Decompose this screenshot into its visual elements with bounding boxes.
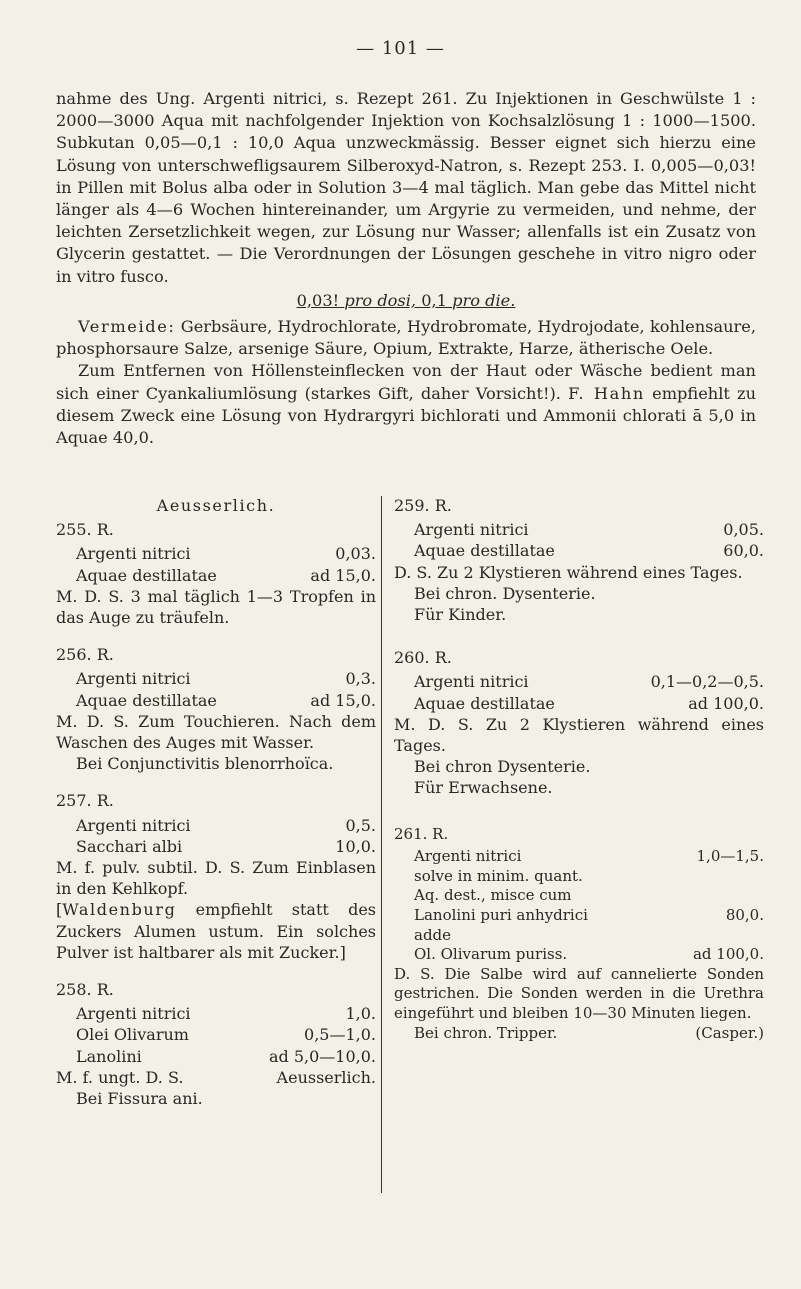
ingredient-row: Argenti nitrici 1,0. (76, 1004, 376, 1024)
recipe-line: solve in minim. quant. (414, 866, 583, 885)
ingredient-row: M. f. ungt. D. S. Aeusserlich. (56, 1067, 376, 1087)
recipe-number: 255. R. (56, 520, 114, 540)
recipe-261 (394, 825, 764, 1044)
recipe-instruction: M. f. pulv. subtil. D. S. Zum Einblasen in den Kehlkopf. (56, 858, 376, 899)
ingredient-row: Aquae destillatae ad 15,0. (76, 690, 376, 710)
column-divider (381, 496, 382, 1193)
recipe-instruction: D. S. Zu 2 Klystieren während eines Tages. (394, 562, 743, 582)
ingredient-row: Argenti nitrici 0,1—0,2—0,5. (414, 672, 764, 692)
recipe-indication: Bei Conjunctivitis blenorrhoïca. (76, 754, 334, 774)
recipe-instruction: D. S. Die Salbe wird auf cannelierte Sonden gestrichen. Die Sonden werden in die Urethra eingeführt und bleiben 10—30 Minuten liegen. (394, 964, 764, 1022)
dose-line (56, 290, 756, 312)
recipe-256 (56, 644, 376, 774)
recipe-line: Aq. dest., misce cum (414, 886, 572, 905)
recipe-instruction: M. D. S. Zu 2 Klystieren während eines Tages. (394, 714, 764, 756)
ingredient-row: Lanolini puri anhydrici 80,0. (414, 906, 764, 925)
left-column (56, 495, 376, 1125)
ingredient-row: Argenti nitrici 0,5. (76, 815, 376, 835)
recipe-number: 257. R. (56, 791, 114, 811)
recipe-260 (394, 647, 764, 798)
recipe-target: Für Kinder. (414, 605, 507, 625)
recipe-255 (56, 519, 376, 628)
recipe-259 (394, 495, 764, 625)
recipe-number: 256. R. (56, 645, 114, 665)
ingredient-row: Lanolini ad 5,0—10,0. (76, 1046, 376, 1066)
author-hahn: F. Hahn (568, 383, 645, 403)
recipe-number: 260. R. (394, 648, 452, 668)
recipe-indication: Bei chron Dysenterie. (414, 757, 591, 777)
ingredient-row: Argenti nitrici 0,3. (76, 669, 376, 689)
ingredient-row: Argenti nitrici 1,0—1,5. (414, 847, 764, 866)
recipe-indication: Bei chron. Dysenterie. (414, 583, 596, 603)
ingredient-row: Argenti nitrici 0,05. (414, 520, 764, 540)
dose-max: 0,03! pro dosi, 0,1 pro die. (296, 290, 516, 310)
ingredient-row: Aquae destillatae ad 15,0. (76, 565, 376, 585)
recipe-number: 259. R. (394, 496, 452, 515)
recipe-line: adde (414, 925, 452, 944)
recipe-indication-row: Bei chron. Tripper. (Casper.) (414, 1023, 764, 1042)
intro-text (56, 88, 756, 449)
citation-casper: (Casper.) (695, 1023, 764, 1042)
vermeide-paragraph: Vermeide: Gerbsäure, Hydrochlorate, Hydrobromate, Hydrojodate, kohlensaure, phosphorsaure Salze, arsenige Säure, Opium, Extrakte, Harze, ätherische Oele. (56, 317, 756, 359)
hoellenstein-paragraph: Zum Entfernen von Höllensteinflecken von der Haut oder Wäsche bedient man sich einer Cyankaliumlösung (starkes Gift, daher Vorsicht!). F. Hahn empfiehlt zu diesem Zweck eine Lösung von Hydrargyri bichlorati und Ammonii chlorati ā 5,0 in Aquae 40,0. (56, 361, 756, 448)
author-waldenburg: Waldenburg (62, 900, 177, 920)
vermeide-label: Vermeide: (78, 317, 176, 337)
ingredient-row: Ol. Olivarum puriss. ad 100,0. (414, 945, 764, 964)
ingredient-row: Aquae destillatae 60,0. (414, 541, 764, 561)
page-number: — 101 — (356, 38, 445, 59)
recipe-instruction: M. D. S. Zum Touchieren. Nach dem Waschen des Auges mit Wasser. (56, 711, 376, 753)
recipe-number: 258. R. (56, 980, 114, 1000)
intro-paragraph-1: nahme des Ung. Argenti nitrici, s. Rezept 261. Zu Injektionen in Geschwülste 1 : 2000—3000 Aqua mit nachfolgender Injektion von Kochsalzlösung 1 : 1000—1500. Subkutan 0,05—0,1 : 10,0 Aqua unzweckmässig. Besser eignet sich hierzu eine Lösung von unterschwefligsaurem Silberoxyd-Natron, s. Rezept 253. I. 0,005—0,03! in Pillen mit Bolus alba oder in Solution 3—4 mal täglich. Man gebe das Mittel nicht länger als 4—6 Wochen hintereinander, um Argyrie zu vermeiden, und nehme, der leichten Zersetzlichkeit wegen, zur Lösung nur Wasser; allenfalls ist ein Zusatz von Glycerin gestattet. — Die Verordnungen der Lösungen geschehe in vitro nigro oder in vitro fusco. (56, 89, 756, 286)
ingredient-row: Sacchari albi 10,0. (76, 836, 376, 856)
recipe-258 (56, 979, 376, 1109)
recipe-target: Für Erwachsene. (414, 778, 553, 798)
recipe-number: 261. R. (394, 824, 449, 843)
ingredient-row: Aquae destillatae ad 100,0. (414, 693, 764, 713)
right-column (386, 495, 764, 1059)
recipe-note: [Waldenburg empfiehlt statt des Zuckers Alumen ustum. Ein solches Pulver ist haltbarer als mit Zucker.] (56, 900, 376, 962)
recipe-instruction: M. D. S. 3 mal täglich 1—3 Tropfen in das Auge zu träufeln. (56, 586, 376, 628)
section-heading-aeusserlich: Aeusserlich. (156, 496, 276, 515)
recipe-257 (56, 790, 376, 963)
ingredient-row: Olei Olivarum 0,5—1,0. (76, 1025, 376, 1045)
recipe-indication: Bei Fissura ani. (76, 1089, 203, 1109)
ingredient-row: Argenti nitrici 0,03. (76, 544, 376, 564)
